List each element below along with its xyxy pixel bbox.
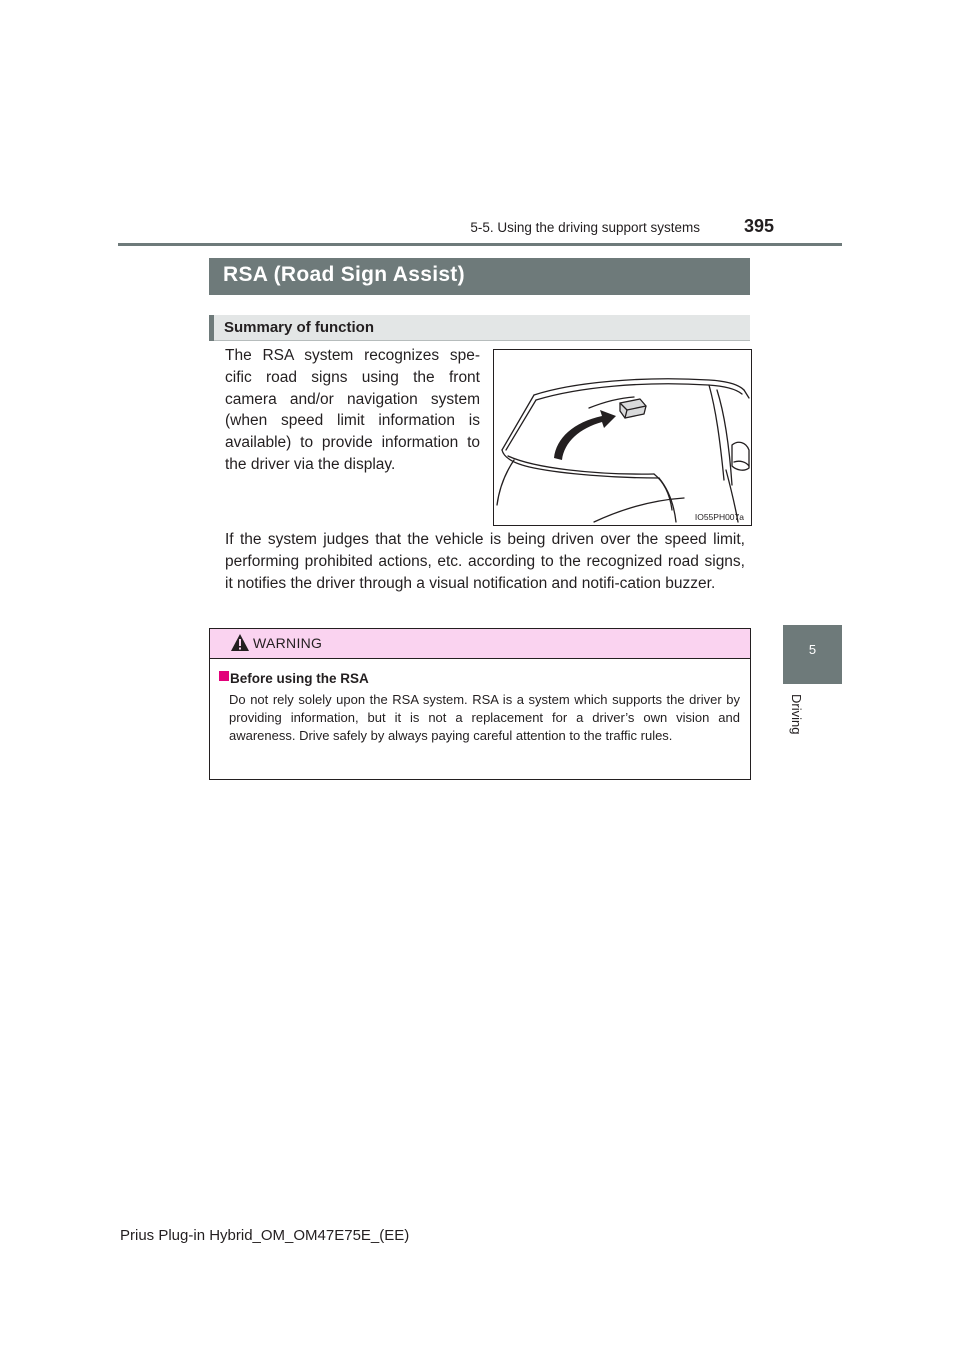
subheading-bar — [209, 315, 750, 341]
warning-header — [210, 629, 750, 659]
intro-paragraph: The RSA system recognizes spe-cific road signs using the front camera and/or navigation system (when speed limit information is available) to provide information to the driver via the display. — [225, 347, 480, 473]
warning-label: WARNING — [253, 635, 323, 651]
chapter-tab — [783, 625, 842, 684]
subheading: Summary of function — [224, 319, 375, 336]
page-number: 395 — [743, 216, 774, 236]
footer-document-id: Prius Plug-in Hybrid_OM_OM47E75E_(EE) — [120, 1227, 410, 1244]
car-interior-drawing — [494, 350, 751, 525]
illustration-code: IO55PH007a — [694, 512, 744, 522]
detail-paragraph: If the system judges that the vehicle is being driven over the speed limit, performing prohibited actions, etc. according to the recognized road signs, it notifies the driver through a visual notification and notifi-cation buzzer. — [225, 531, 745, 592]
warning-item-body: Do not rely solely upon the RSA system. RSA is a system which supports the driver by providing information, but it is not a replacement for a driver’s own vision and awareness. Drive safely by always paying careful attention to the traffic rules. — [229, 692, 740, 743]
section-title: RSA (Road Sign Assist) — [223, 263, 465, 286]
warning-triangle-icon — [230, 633, 250, 652]
windshield-camera-illustration — [493, 349, 752, 526]
warning-box — [209, 628, 751, 780]
section-title-bar — [209, 258, 750, 295]
subheading-accent — [209, 315, 214, 341]
header-section-title: 5-5. Using the driving support systems — [470, 220, 700, 235]
chapter-number: 5 — [808, 642, 817, 657]
header-divider — [118, 243, 842, 246]
chapter-label-container — [786, 694, 806, 754]
square-bullet-icon — [218, 670, 230, 682]
warning-item-title: Before using the RSA — [230, 671, 369, 686]
chapter-label: Driving — [789, 694, 804, 735]
